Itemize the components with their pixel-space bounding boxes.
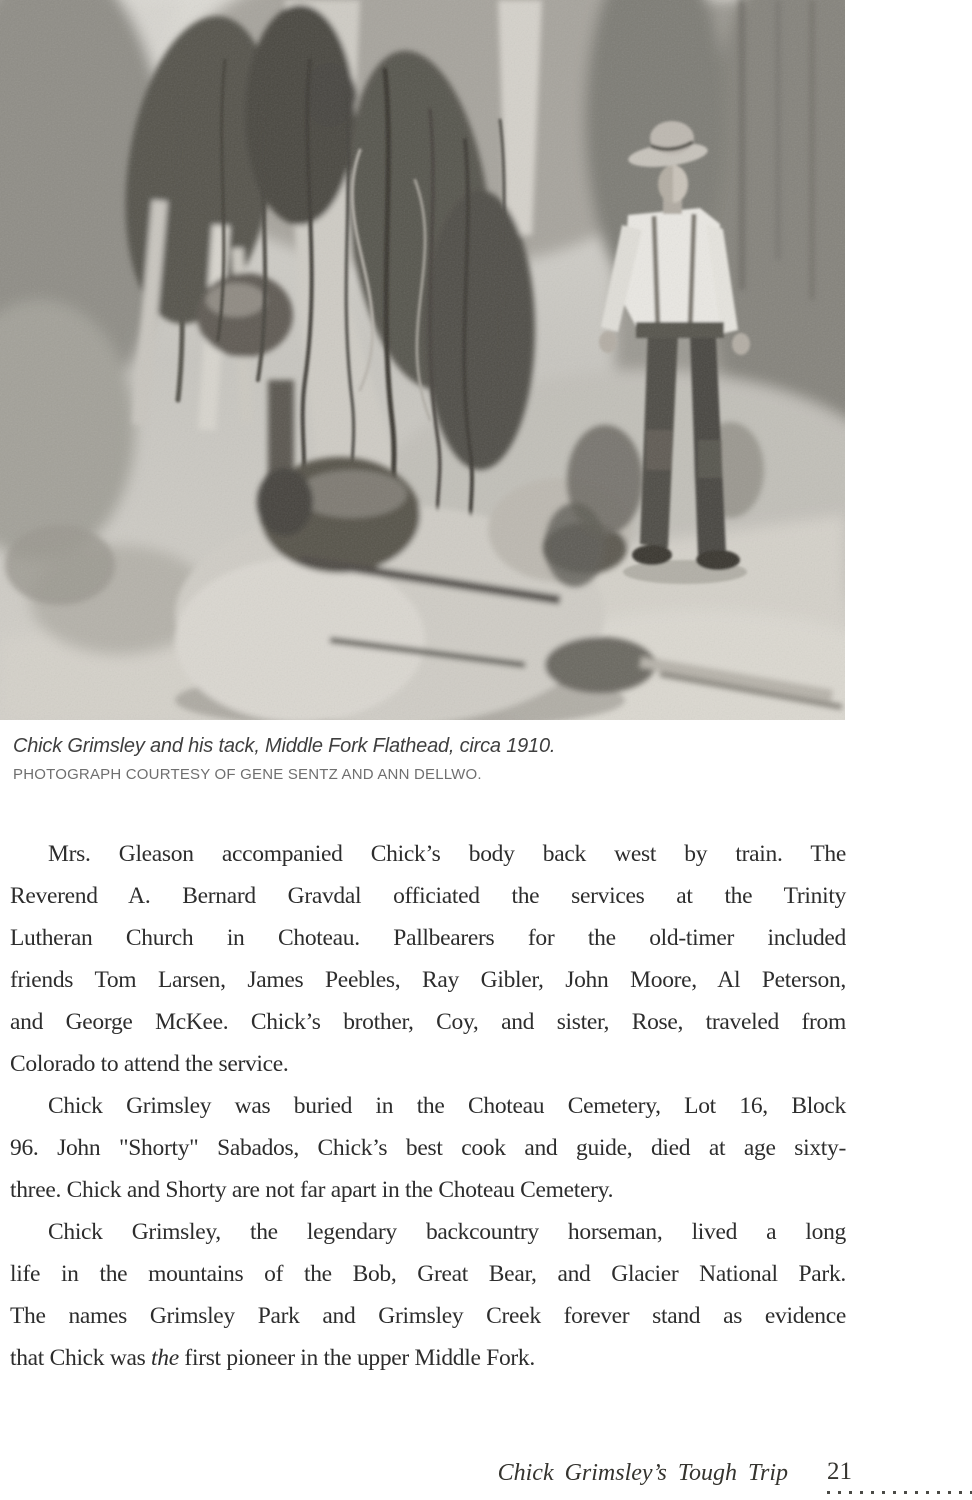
photo-illustration xyxy=(0,0,845,720)
body-line: Chick Grimsley was buried in the Choteau Cemetery, Lot 16, Block xyxy=(48,1093,846,1119)
paragraph xyxy=(10,1085,846,1211)
footer-dots-divider xyxy=(827,1491,972,1494)
body-line: friends Tom Larsen, James Peebles, Ray Gibler, John Moore, Al Peterson, xyxy=(10,967,846,993)
page-number: 21 xyxy=(827,1458,852,1485)
body-line: and George McKee. Chick’s brother, Coy, and sister, Rose, traveled from xyxy=(10,1009,846,1035)
body-line-text: that Chick was xyxy=(10,1345,152,1371)
photo-caption: Chick Grimsley and his tack, Middle Fork Flathead, circa 1910. xyxy=(13,735,556,757)
photo-figure xyxy=(0,0,845,720)
body-line: three. Chick and Shorty are not far apart in the Choteau Cemetery. xyxy=(10,1177,614,1203)
photo-credit: PHOTOGRAPH COURTESY OF GENE SENTZ AND ANN DELLWO. xyxy=(13,766,482,783)
body-line xyxy=(10,1337,846,1379)
running-title: Chick Grimsley’s Tough Trip xyxy=(497,1460,788,1486)
paragraph xyxy=(10,1211,846,1379)
emphasized-word: the xyxy=(151,1345,179,1371)
body-line: Colorado to attend the service. xyxy=(10,1051,289,1077)
body-line: 96. John "Shorty" Sabados, Chick’s best cook and guide, died at age sixty- xyxy=(10,1135,846,1161)
body-line: Mrs. Gleason accompanied Chick’s body back west by train. The xyxy=(48,841,846,867)
photo xyxy=(0,0,845,720)
body-line: life in the mountains of the Bob, Great Bear, and Glacier National Park. xyxy=(10,1261,846,1287)
body-line: Chick Grimsley, the legendary backcountry horseman, lived a long xyxy=(48,1219,846,1245)
body-text xyxy=(10,833,846,1379)
body-line: Lutheran Church in Choteau. Pallbearers for the old-timer included xyxy=(10,925,846,951)
body-line-text: first pioneer in the upper Middle Fork. xyxy=(178,1345,535,1371)
body-line: Reverend A. Bernard Gravdal officiated the services at the Trinity xyxy=(10,883,846,909)
body-line: The names Grimsley Park and Grimsley Creek forever stand as evidence xyxy=(10,1303,846,1329)
paragraph xyxy=(10,833,846,1085)
